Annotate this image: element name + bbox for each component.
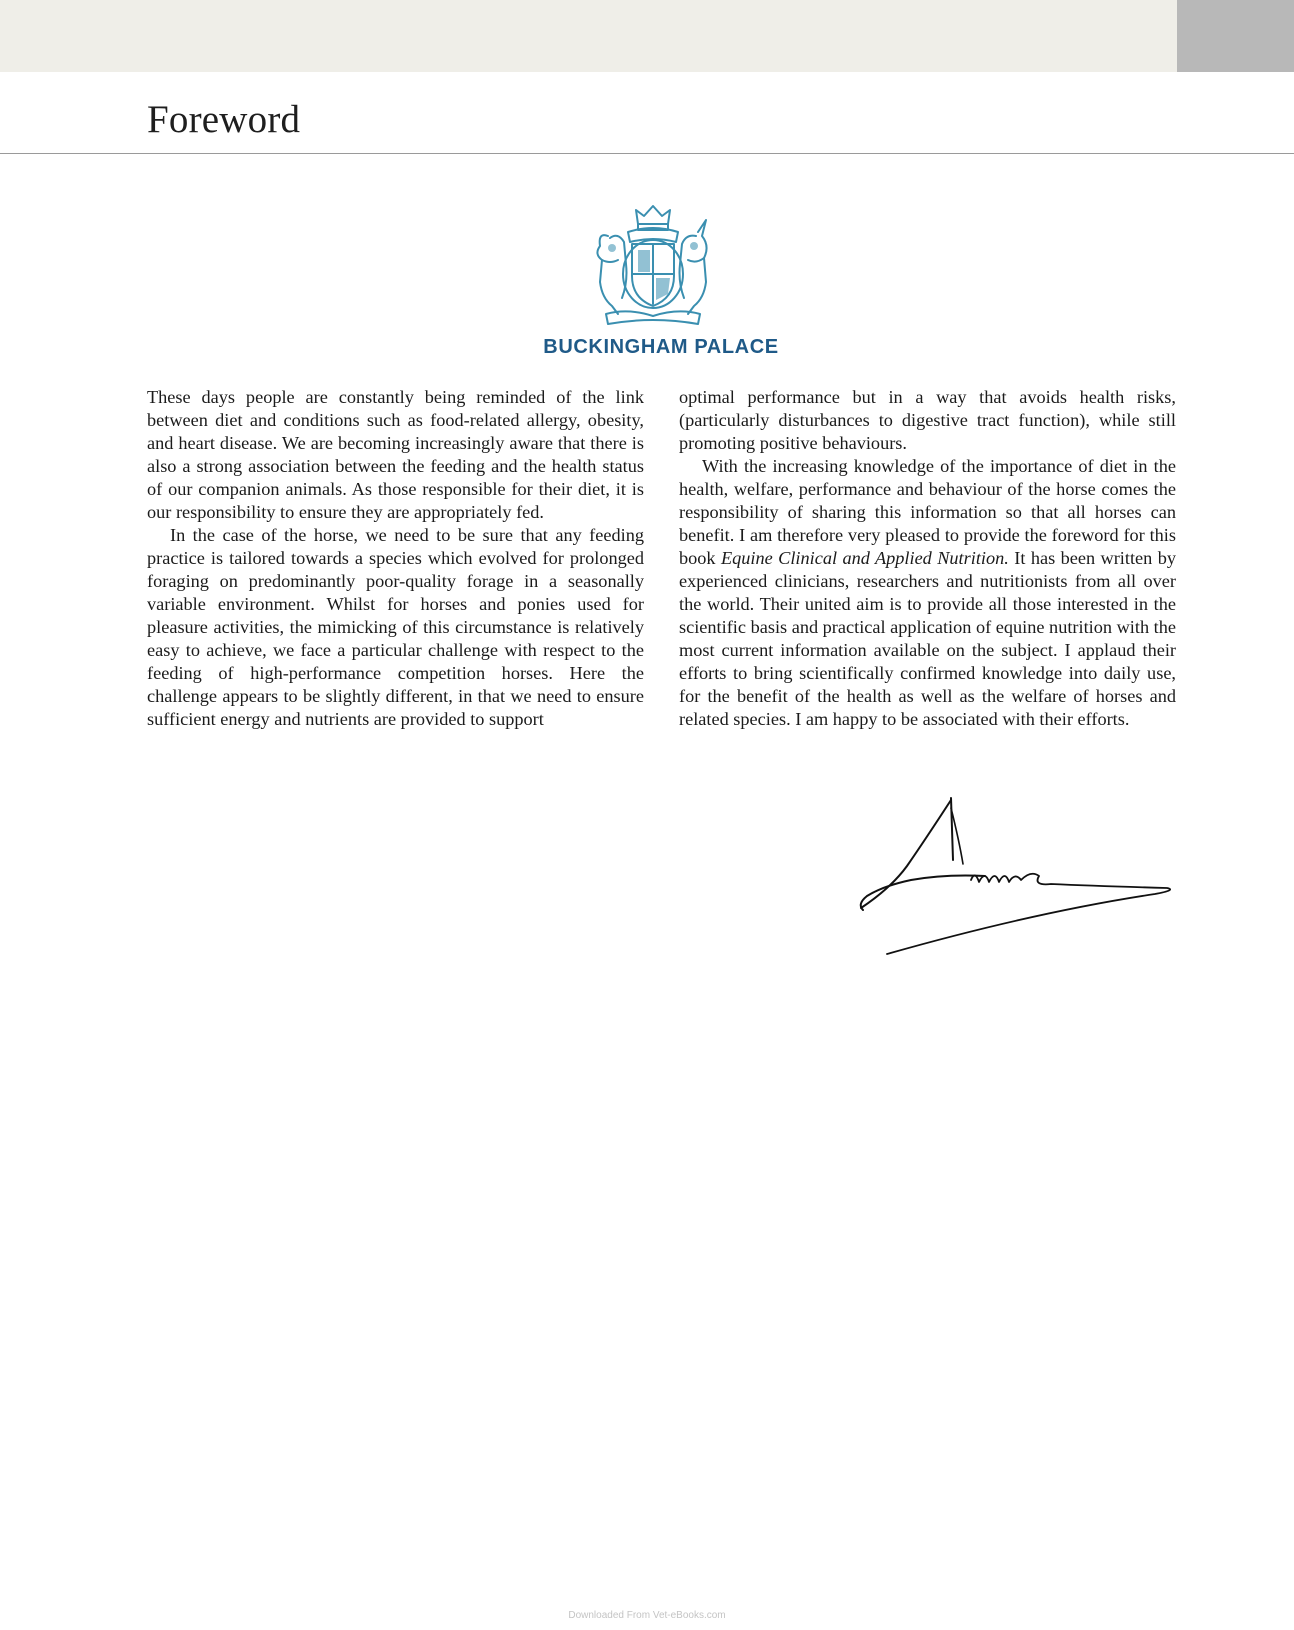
header-tab xyxy=(1177,0,1294,72)
letterhead-institution: BUCKINGHAM PALACE xyxy=(543,336,779,358)
paragraph xyxy=(679,455,1176,731)
paragraph-text: It has been written by experienced clinicians, researchers and nutritionists from all over the world. Their united aim is to provide all those interested in the scientific basis and practical application of equine nutrition with the most current information available on the subject. I applaud their efforts to bring scientifically confirmed knowledge into daily use, for the benefit of the health as well as the welfare of horses and related species. I am happy to be associated with their efforts. xyxy=(679,548,1176,729)
paragraph-continued: optimal performance but in a way that avoids health risks, (particularly disturbances to digestive tract function), while still promoting positive behaviours. xyxy=(679,387,1176,453)
paragraph-text: With the increasing knowledge of the importance of diet in the health, welfare, performance and behaviour of the horse comes the responsibility of sharing this information so that all horses can benefit. I am therefore very pleased to provide the foreword for this book xyxy=(679,456,1176,568)
book-title: Equine Clinical and Applied Nutrition. xyxy=(720,548,1009,568)
text-column-left xyxy=(147,386,644,731)
paragraph: These days people are constantly being reminded of the link between diet and conditions such as food-related allergy, obesity, and heart disease. We are becoming increasingly aware that there is also a strong association between the feeding and the health status of our companion animals. As those responsible for their diet, it is our responsibility to ensure they are appropriately fed. xyxy=(147,387,644,522)
title-divider xyxy=(0,153,1294,154)
paragraph: In the case of the horse, we need to be sure that any feeding practice is tailored towards a species which evolved for prolonged foraging on predominantly poor-quality forage in a seasonally variable environment. Whilst for horses and ponies used for pleasure activities, the mimicking of this circumstance is relatively easy to achieve, we face a particular challenge with respect to the feeding of high-performance competition horses. Here the challenge appears to be slightly different, in that we need to ensure sufficient energy and nutrients are provided to support xyxy=(147,525,644,729)
signature xyxy=(855,790,1185,965)
header-band xyxy=(0,0,1294,72)
page-title: Foreword xyxy=(147,98,301,141)
royal-coat-of-arms-icon xyxy=(588,202,718,330)
footer-note: Downloaded From Vet-eBooks.com xyxy=(568,1610,726,1621)
text-column-right xyxy=(679,386,1176,731)
